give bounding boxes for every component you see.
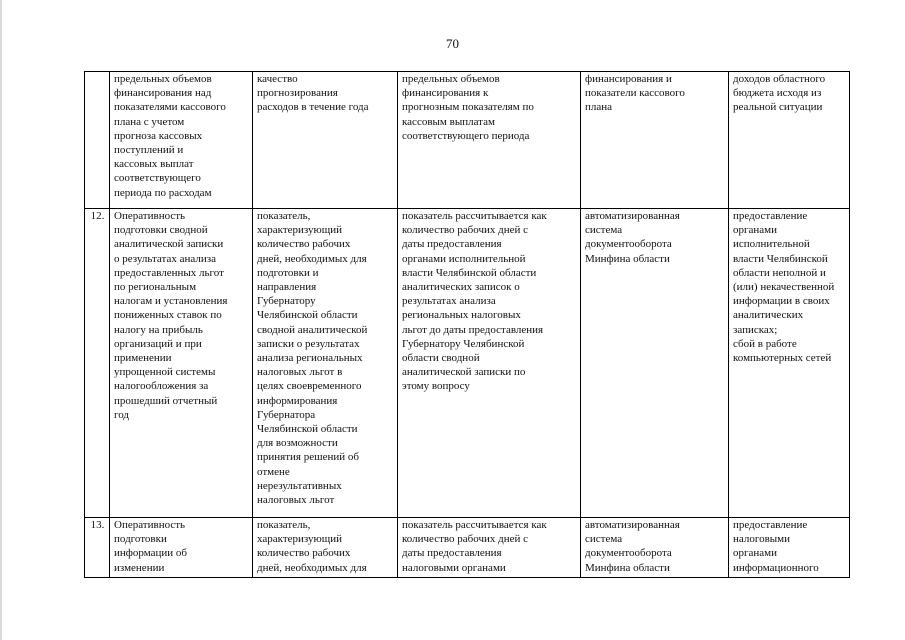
data-source-cell: финансирования и показатели кассового плана bbox=[581, 72, 729, 209]
indicator-description-cell: качество прогнозирования расходов в течение года bbox=[253, 72, 398, 209]
indicator-name-cell: Оперативность подготовки информации об изменении bbox=[110, 518, 253, 578]
indicator-name-cell: Оперативность подготовки сводной аналитической записки о результатах анализа предоставленных льгот по региональным налогам и установления пониженных ставок по налогу на прибыль организаций и при применении упрощенной системы налогообложения за прошедший отчетный год bbox=[110, 209, 253, 518]
indicator-table bbox=[84, 71, 850, 578]
calculation-method-cell: показатель рассчитывается как количество рабочих дней с даты предоставления органами исполнительной власти Челябинской области аналитических записок о результатах анализа региональных налоговых льгот до даты предоставления Губернатору Челябинской области сводной аналитической записки по этому вопросу bbox=[398, 209, 581, 518]
calculation-method-cell: показатель рассчитывается как количество рабочих дней с даты предоставления налоговыми органами bbox=[398, 518, 581, 578]
risk-factors-cell: доходов областного бюджета исходя из реальной ситуации bbox=[729, 72, 850, 209]
table-row bbox=[85, 72, 850, 209]
risk-factors-cell: предоставление органами исполнительной власти Челябинской области неполной и (или) некачественной информации в своих аналитических записках; сбой в работе компьютерных сетей bbox=[729, 209, 850, 518]
indicator-description-cell: показатель, характеризующий количество рабочих дней, необходимых для подготовки и направления Губернатору Челябинской области сводной аналитической записки о результатах анализа региональных налоговых льгот в целях своевременного информирования Губернатора Челябинской области для возможности принятия решений об отмене нерезультативных налоговых льгот bbox=[253, 209, 398, 518]
indicator-name-cell: предельных объемов финансирования над показателями кассового плана с учетом прогноза кассовых поступлений и кассовых выплат соответствующего периода по расходам bbox=[110, 72, 253, 209]
scan-edge bbox=[0, 0, 2, 640]
indicator-description-cell: показатель, характеризующий количество рабочих дней, необходимых для bbox=[253, 518, 398, 578]
data-source-cell: автоматизированная система документооборота Минфина области bbox=[581, 518, 729, 578]
row-number-cell: 13. bbox=[85, 518, 110, 578]
risk-factors-cell: предоставление налоговыми органами информационного bbox=[729, 518, 850, 578]
table-row bbox=[85, 209, 850, 518]
data-source-cell: автоматизированная система документооборота Минфина области bbox=[581, 209, 729, 518]
table-row bbox=[85, 518, 850, 578]
row-number-cell bbox=[85, 72, 110, 209]
page-number: 70 bbox=[446, 36, 459, 51]
calculation-method-cell: предельных объемов финансирования к прогнозным показателям по кассовым выплатам соответствующего периода bbox=[398, 72, 581, 209]
row-number-cell: 12. bbox=[85, 209, 110, 518]
